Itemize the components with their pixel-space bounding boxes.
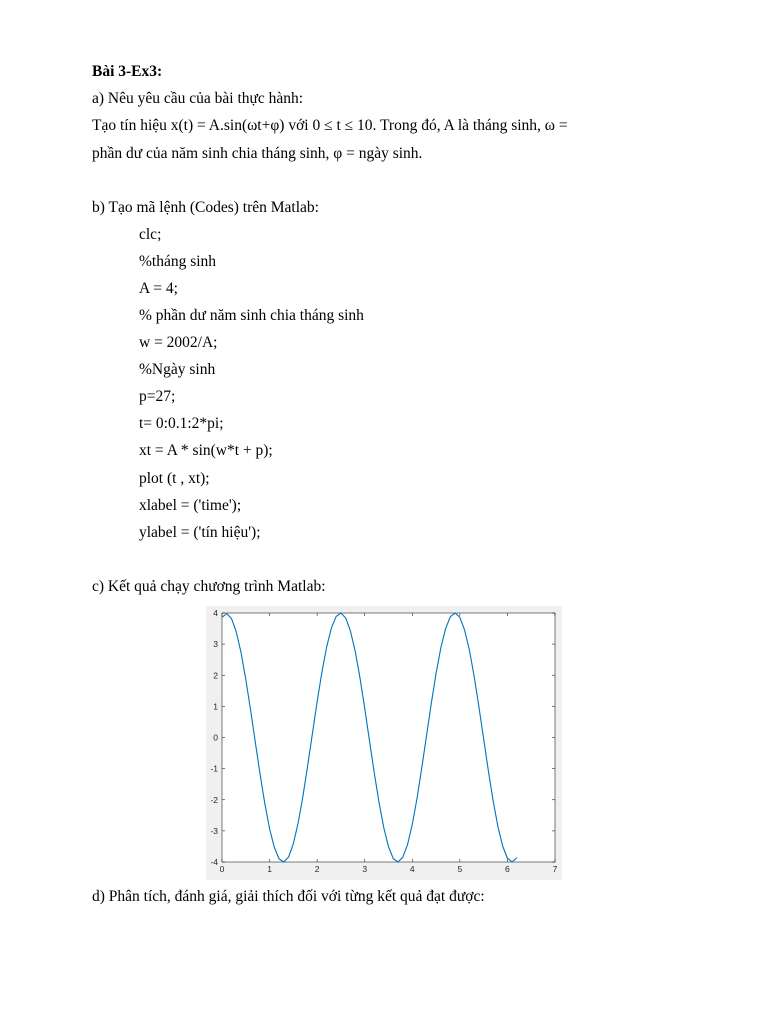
code-line: xt = A * sin(w*t + p); (139, 442, 273, 459)
code-line: clc; (139, 226, 162, 243)
part-b-heading: b) Tạo mã lệnh (Codes) trên Matlab: (92, 199, 319, 216)
x-tick-label: 0 (219, 864, 225, 874)
section-title: Bài 3-Ex3: (92, 63, 163, 80)
y-tick-label: -4 (210, 857, 218, 867)
part-a-text-line-2: phần dư của năm sinh chia tháng sinh, φ = ngày sinh. (92, 145, 423, 162)
x-tick-label: 7 (552, 864, 558, 874)
code-line: w = 2002/A; (139, 334, 218, 351)
code-line: ylabel = ('tín hiệu'); (139, 524, 261, 541)
x-tick-label: 3 (362, 864, 368, 874)
x-tick-label: 4 (409, 864, 415, 874)
code-line: plot (t , xt); (139, 470, 210, 487)
part-a-text-line-1: Tạo tín hiệu x(t) = A.sin(ωt+φ) với 0 ≤ t ≤ 10. Trong đó, A là tháng sinh, ω = (92, 117, 568, 134)
x-tick-label: 2 (314, 864, 320, 874)
code-line: A = 4; (139, 280, 178, 297)
y-tick-label: 3 (213, 639, 218, 650)
y-tick-label: 0 (213, 732, 218, 743)
code-line: %Ngày sinh (139, 361, 216, 378)
plot-axes-box (222, 613, 555, 862)
code-line: t= 0:0.1:2*pi; (139, 415, 224, 432)
y-tick-label: 1 (213, 701, 218, 712)
code-line: p=27; (139, 388, 176, 405)
code-line: % phần dư năm sinh chia tháng sinh (139, 307, 364, 324)
part-a-heading: a) Nêu yêu cầu của bài thực hành: (92, 90, 304, 107)
y-tick-label: 2 (213, 670, 218, 681)
part-c-heading: c) Kết quả chạy chương trình Matlab: (92, 578, 326, 595)
part-d-heading: d) Phân tích, đánh giá, giải thích đối với từng kết quả đạt được: (92, 888, 485, 905)
y-tick-label: 4 (213, 608, 218, 618)
code-line: %tháng sinh (139, 253, 217, 270)
matlab-figure (206, 606, 562, 880)
y-tick-label: -2 (210, 794, 218, 805)
y-tick-label: -3 (210, 825, 218, 836)
x-tick-label: 6 (505, 864, 510, 874)
code-line: xlabel = ('time'); (139, 497, 242, 514)
y-tick-label: -1 (210, 763, 218, 774)
line-chart (206, 606, 562, 880)
x-tick-label: 1 (267, 864, 272, 874)
x-tick-label: 5 (457, 864, 463, 874)
